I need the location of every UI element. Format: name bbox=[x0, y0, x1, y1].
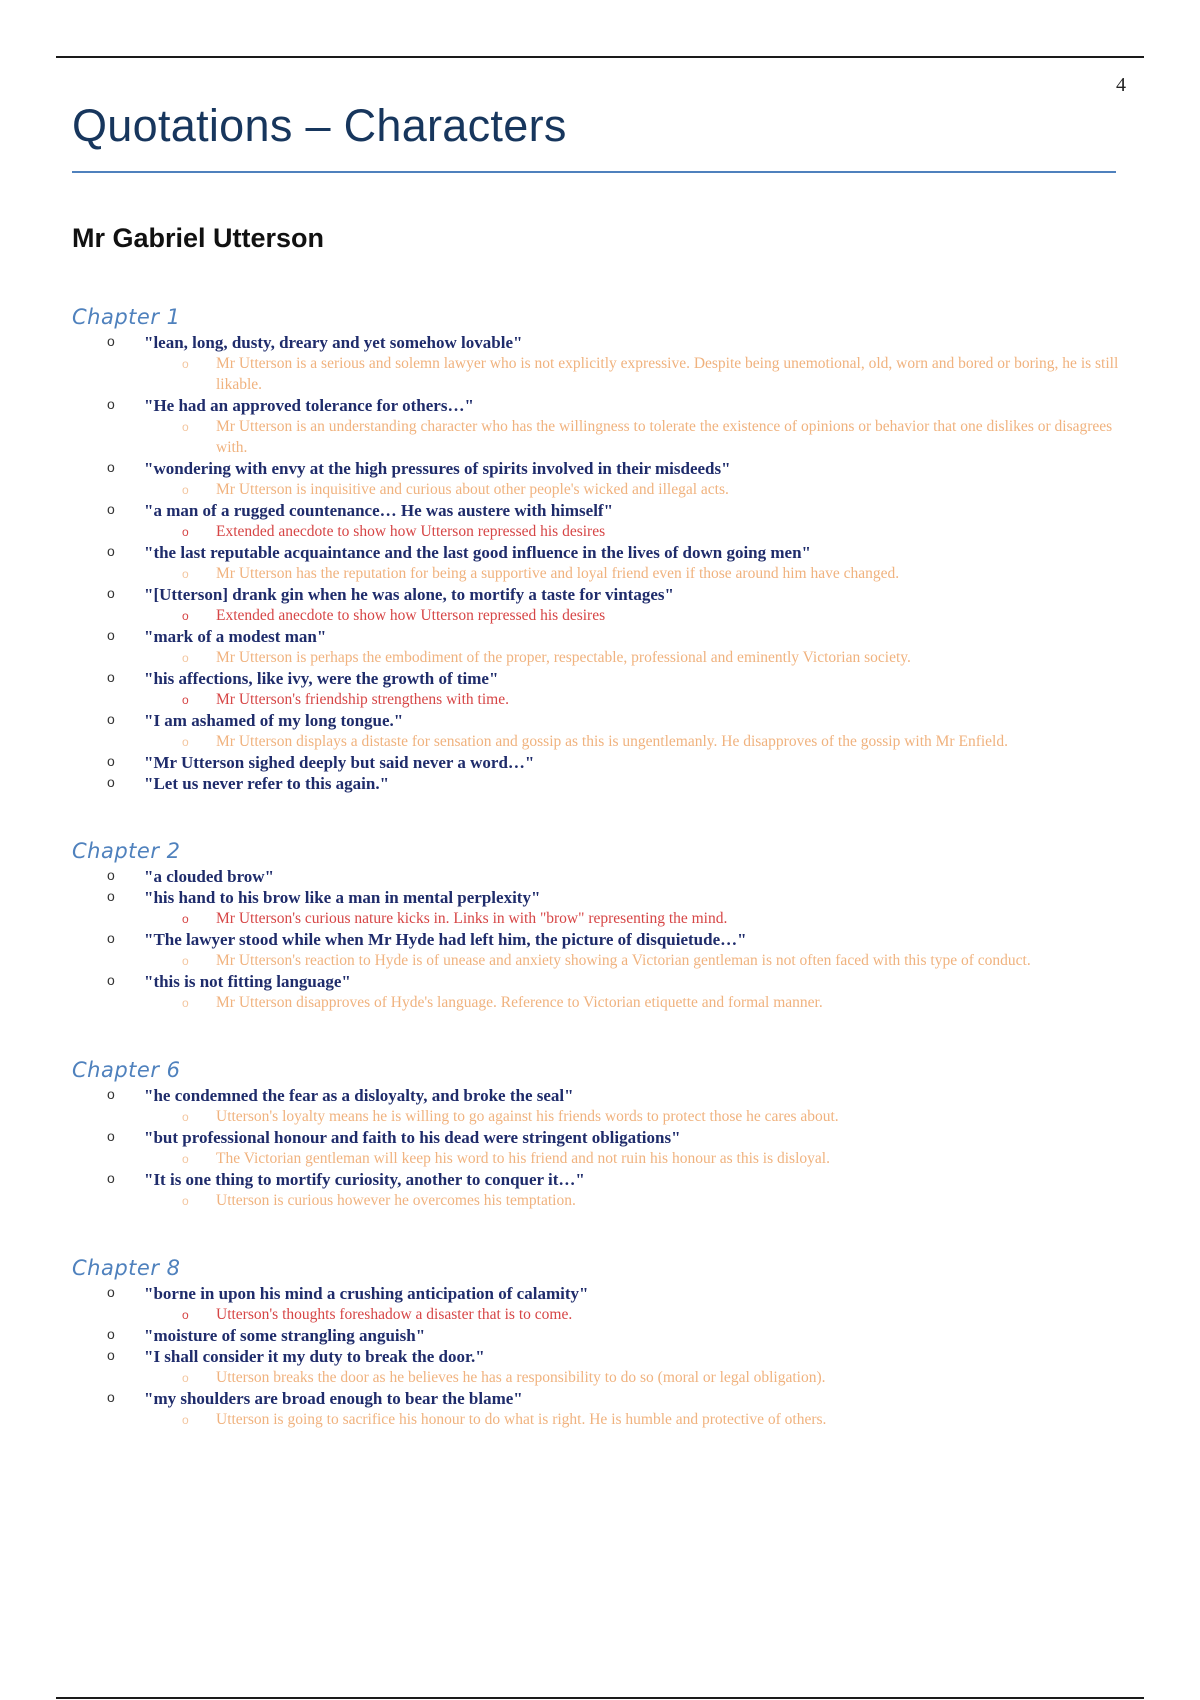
chapters-container bbox=[72, 302, 1132, 1472]
quote-list-item bbox=[72, 500, 1132, 542]
quote-list-item bbox=[72, 584, 1132, 626]
quote-text: o "The lawyer stood while when Mr Hyde had left him, the picture of disquietude…" bbox=[144, 930, 747, 949]
page-title: Quotations – Characters bbox=[72, 100, 567, 151]
quote-list-item bbox=[72, 332, 1132, 395]
analysis-note: o Mr Utterson displays a distaste for sensation and gossip as this is ungentlemanly. He disapproves of the gossip with Mr Enfield. bbox=[143, 731, 1132, 752]
quote-text: o "mark of a modest man" bbox=[144, 627, 327, 646]
quote-list bbox=[72, 1283, 1132, 1430]
quote-list-item bbox=[72, 1169, 1132, 1211]
title-underline bbox=[72, 171, 1116, 173]
quote-list-item bbox=[72, 1325, 1132, 1346]
quote-list-item bbox=[72, 668, 1132, 710]
analysis-note: o Utterson's loyalty means he is willing to go against his friends words to protect those he cares about. bbox=[143, 1106, 1132, 1127]
quote-list-item bbox=[72, 1085, 1132, 1127]
analysis-note: o The Victorian gentleman will keep his word to his friend and not ruin his honour as this is disloyal. bbox=[143, 1148, 1132, 1169]
quote-list-item bbox=[72, 773, 1132, 794]
analysis-note: o Mr Utterson is perhaps the embodiment of the proper, respectable, professional and eminently Victorian society. bbox=[143, 647, 1132, 668]
analysis-note: o Extended anecdote to show how Utterson repressed his desires bbox=[143, 521, 1132, 542]
quote-text: o "he condemned the fear as a disloyalty, and broke the seal" bbox=[144, 1086, 574, 1105]
quote-list-item bbox=[72, 866, 1132, 887]
quote-text: o "his affections, like ivy, were the growth of time" bbox=[144, 669, 499, 688]
analysis-note: o Mr Utterson's friendship strengthens with time. bbox=[143, 689, 1132, 710]
quote-list-item bbox=[72, 752, 1132, 773]
chapter-section bbox=[72, 302, 1132, 794]
quote-text: o "It is one thing to mortify curiosity, another to conquer it…" bbox=[144, 1170, 585, 1189]
chapter-section bbox=[72, 1253, 1132, 1430]
chapter-section bbox=[72, 836, 1132, 1013]
quote-list bbox=[72, 1085, 1132, 1211]
analysis-note: o Mr Utterson's reaction to Hyde is of unease and anxiety showing a Victorian gentleman is not often faced with this type of conduct. bbox=[143, 950, 1132, 971]
analysis-note: o Utterson is going to sacrifice his honour to do what is right. He is humble and protective of others. bbox=[143, 1409, 1132, 1430]
quote-list bbox=[72, 332, 1132, 794]
analysis-note: o Mr Utterson is an understanding character who has the willingness to tolerate the existence of opinions or behavior that one dislikes or disagrees with. bbox=[143, 416, 1132, 458]
quote-text: o "his hand to his brow like a man in mental perplexity" bbox=[144, 888, 541, 907]
quote-text: o "I shall consider it my duty to break the door." bbox=[144, 1347, 485, 1366]
analysis-note: o Utterson's thoughts foreshadow a disaster that is to come. bbox=[143, 1304, 1132, 1325]
quote-text: o "Let us never refer to this again." bbox=[144, 774, 390, 793]
quote-list bbox=[72, 866, 1132, 1013]
quote-list-item bbox=[72, 1283, 1132, 1325]
quote-text: o "my shoulders are broad enough to bear the blame" bbox=[144, 1389, 523, 1408]
quote-text: o "the last reputable acquaintance and the last good influence in the lives of down going men" bbox=[144, 543, 811, 562]
quote-text: o "this is not fitting language" bbox=[144, 972, 351, 991]
analysis-note: o Utterson is curious however he overcomes his temptation. bbox=[143, 1190, 1132, 1211]
quote-list-item bbox=[72, 1127, 1132, 1169]
chapter-section bbox=[72, 1055, 1132, 1211]
analysis-note: o Mr Utterson's curious nature kicks in. Links in with "brow" representing the mind. bbox=[143, 908, 1132, 929]
chapter-title: Chapter 2 bbox=[72, 839, 181, 863]
chapter-title: Chapter 1 bbox=[72, 305, 181, 329]
bottom-rule bbox=[56, 1697, 1144, 1699]
quote-list-item bbox=[72, 1346, 1132, 1388]
quote-text: o "He had an approved tolerance for others…" bbox=[144, 396, 474, 415]
analysis-note: o Extended anecdote to show how Utterson repressed his desires bbox=[143, 605, 1132, 626]
quote-list-item bbox=[72, 929, 1132, 971]
quote-list-item bbox=[72, 626, 1132, 668]
analysis-note: o Mr Utterson is a serious and solemn lawyer who is not explicitly expressive. Despite being unemotional, old, worn and bored or boring, he is still likable. bbox=[143, 353, 1132, 395]
quote-list-item bbox=[72, 395, 1132, 458]
quote-list-item bbox=[72, 971, 1132, 1013]
chapter-title: Chapter 6 bbox=[72, 1058, 181, 1082]
analysis-note: o Utterson breaks the door as he believes he has a responsibility to do so (moral or legal obligation). bbox=[143, 1367, 1132, 1388]
quote-text: o "I am ashamed of my long tongue." bbox=[144, 711, 404, 730]
quote-list-item bbox=[72, 542, 1132, 584]
quote-text: o "[Utterson] drank gin when he was alone, to mortify a taste for vintages" bbox=[144, 585, 674, 604]
quote-text: o "but professional honour and faith to his dead were stringent obligations" bbox=[144, 1128, 681, 1147]
top-rule bbox=[56, 56, 1144, 58]
quote-list-item bbox=[72, 458, 1132, 500]
analysis-note: o Mr Utterson disapproves of Hyde's language. Reference to Victorian etiquette and formal manner. bbox=[143, 992, 1132, 1013]
analysis-note: o Mr Utterson has the reputation for being a supportive and loyal friend even if those around him have changed. bbox=[143, 563, 1132, 584]
quote-list-item bbox=[72, 710, 1132, 752]
quote-list-item bbox=[72, 1388, 1132, 1430]
quote-text: o "lean, long, dusty, dreary and yet somehow lovable" bbox=[144, 333, 523, 352]
chapter-title: Chapter 8 bbox=[72, 1256, 181, 1280]
quote-text: o "Mr Utterson sighed deeply but said never a word…" bbox=[144, 753, 535, 772]
quote-list-item bbox=[72, 887, 1132, 929]
quote-text: o "borne in upon his mind a crushing anticipation of calamity" bbox=[144, 1284, 589, 1303]
quote-text: o "a clouded brow" bbox=[144, 867, 275, 886]
character-heading: Mr Gabriel Utterson bbox=[72, 223, 325, 253]
analysis-note: o Mr Utterson is inquisitive and curious about other people's wicked and illegal acts. bbox=[143, 479, 1132, 500]
quote-text: o "wondering with envy at the high pressures of spirits involved in their misdeeds" bbox=[144, 459, 731, 478]
page-number: 4 bbox=[1116, 74, 1126, 96]
quote-text: o "moisture of some strangling anguish" bbox=[144, 1326, 426, 1345]
quote-text: o "a man of a rugged countenance… He was austere with himself" bbox=[144, 501, 614, 520]
